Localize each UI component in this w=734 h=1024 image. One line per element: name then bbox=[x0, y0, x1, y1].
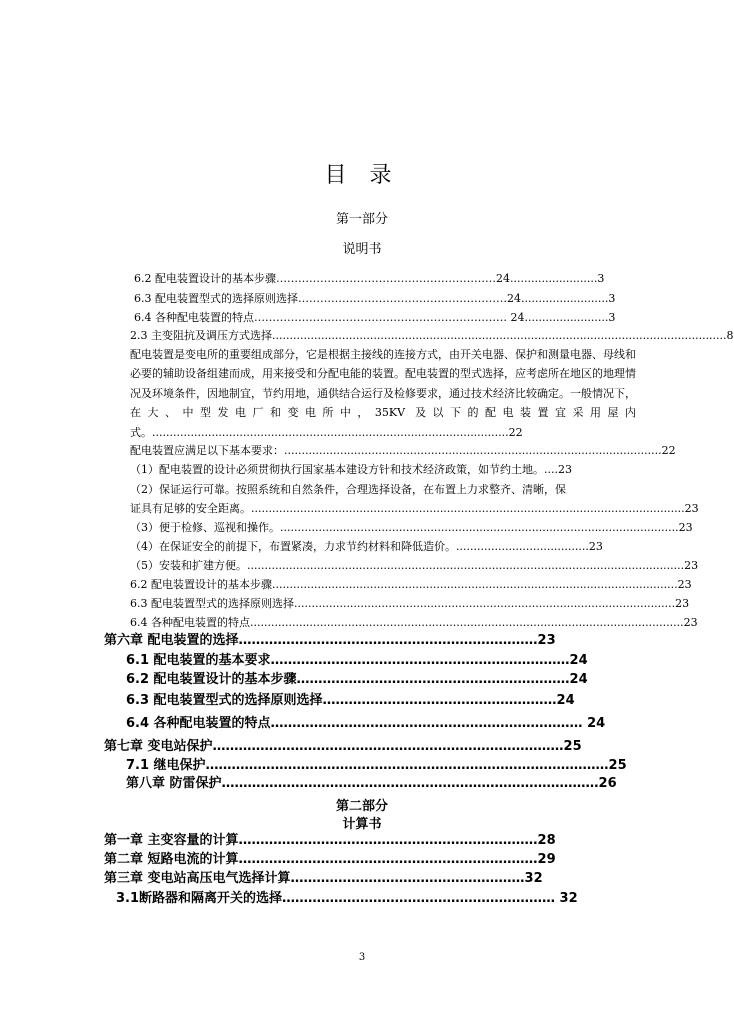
toc-chapter: 第三章 变电站高压电气选择计算………………………………………………32 bbox=[104, 871, 543, 886]
toc-entry: 证具有足够的安全距离。............................................................................................................................23 bbox=[130, 502, 699, 515]
toc-section: 3.1断路器和隔离开关的选择……………………………………………………… 32 bbox=[116, 891, 578, 906]
toc-entry: 6.4 各种配电装置的特点............................................................................................................................23 bbox=[130, 616, 698, 629]
toc-chapter: 第二章 短路电流的计算……………………………………………………………29 bbox=[104, 852, 556, 867]
toc-entry: 6.3 配电装置型式的选择原则选择.............................................................................................................23 bbox=[130, 597, 690, 610]
toc-entry: （1）配电装置的设计必须贯彻执行国家基本建设方针和技术经济政策，如节约土地。....23 bbox=[130, 463, 572, 476]
toc-entry: 6.4 各种配电装置的特点…………………………………………………………… 24........................3 bbox=[134, 311, 616, 324]
toc-entry: （4）在保证安全的前提下，布置紧凑，力求节约材料和降低造价。......................................23 bbox=[130, 540, 603, 553]
toc-chapter: 第七章 变电站保护………………………………………………………………………25 bbox=[104, 739, 582, 754]
toc-entry: 6.3 配电装置型式的选择原则选择…………………………………………………24.........................3 bbox=[134, 292, 616, 305]
toc-chapter: 第一章 主变容量的计算……………………………………………………………28 bbox=[104, 833, 556, 848]
part2-subheading: 计算书 bbox=[342, 817, 382, 832]
toc-entry: （3）便于检修、巡视和操作。..................................................................................................................23 bbox=[130, 521, 693, 534]
toc-entry: 2.3 主变阻抗及调压方式选择..................................................................................................................................8 bbox=[130, 329, 734, 342]
toc-entry: （5）安装和扩建方便。.............................................................................................................................23 bbox=[130, 559, 699, 572]
toc-entry: （2）保证运行可靠。按照系统和自然条件，合理选择设备，在布置上力求整齐、清晰，保 bbox=[130, 483, 566, 496]
toc-title: 目 录 bbox=[324, 163, 400, 188]
page-number: 3 bbox=[358, 952, 366, 963]
toc-entry: 配电装置应满足以下基本要求：............................................................................................................22 bbox=[130, 444, 676, 457]
toc-section: 7.1 继电保护…………………………………………………………………………………25 bbox=[126, 758, 627, 773]
toc-entry: 6.2 配电装置设计的基本步骤……………………………………………………24.........................3 bbox=[134, 272, 605, 285]
toc-chapter: 第八章 防雷保护……………………………………………………………………………26 bbox=[126, 776, 617, 791]
part2-heading: 第二部分 bbox=[335, 799, 388, 814]
toc-section: 6.3 配电装置型式的选择原则选择………………………………………………24 bbox=[126, 693, 575, 708]
toc-section: 6.1 配电装置的基本要求……………………………………………………………24 bbox=[126, 653, 588, 668]
toc-chapter: 第六章 配电装置的选择……………………………………………………………23 bbox=[104, 633, 556, 648]
toc-entry: 6.2 配电装置设计的基本步骤....................................................................................................................23 bbox=[130, 578, 692, 591]
toc-section: 6.4 各种配电装置的特点……………………………………………………………… 24 bbox=[126, 716, 606, 731]
toc-section: 6.2 配电装置设计的基本步骤………………………………………………………24 bbox=[126, 672, 588, 687]
part1-subheading: 说明书 bbox=[342, 242, 382, 257]
body-paragraph: 配电装置是变电所的重要组成部分，它是根据主接线的连接方式，由开关电器、保护和测量电器、母线和必要的辅助设备组建而成，用来接受和分配电能的装置。配电装置的型式选择，应考虑所在地区的地理情况及环境条件，因地制宜，节约用地，通供结合运行及检修要求，通过技术经济比较确定。一般情况下，在大、中型发电厂和变电所中，35KV 及以下的配电装置宜采用屋内式。......................................................................................................22 bbox=[130, 348, 636, 439]
part1-heading: 第一部分 bbox=[335, 212, 388, 227]
